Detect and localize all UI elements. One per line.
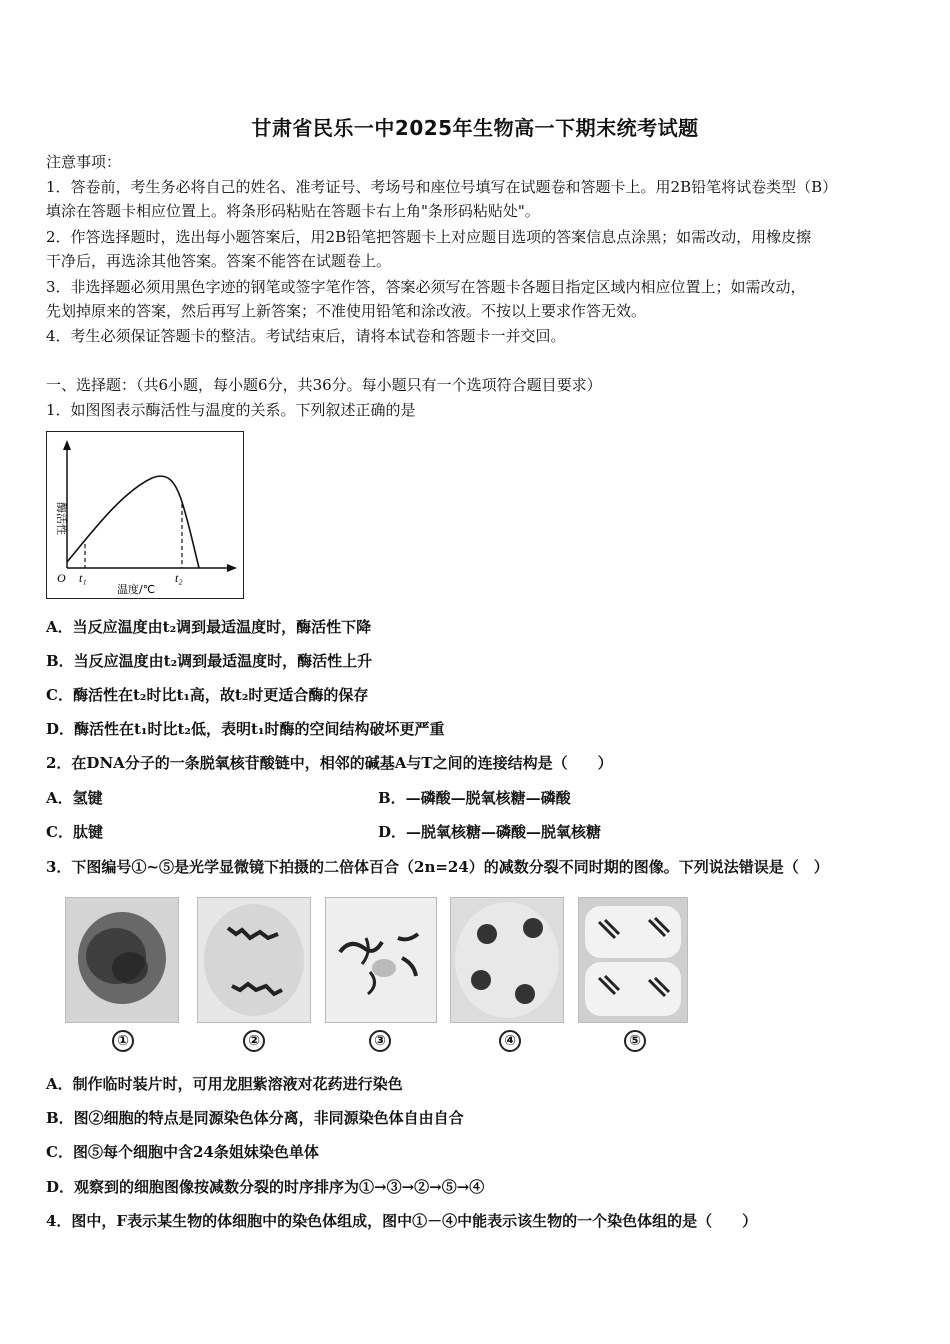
notice-heading: 注意事项： [46, 153, 122, 171]
q2-option-d: D．—脱氧核糖—磷酸—脱氧核糖 [378, 823, 602, 841]
origin-label: O [57, 571, 66, 585]
q1-option-a: A．当反应温度由t₂调到最适温度时，酶活性下降 [46, 618, 372, 636]
micrograph-2 [197, 897, 311, 1023]
q2-option-a: A．氢键 [46, 789, 103, 807]
question-2-stem: 2．在DNA分子的一条脱氧核苷酸链中，相邻的碱基A与T之间的连接结构是（ ） [46, 754, 613, 772]
notice-line: 2．作答选择题时，选出每小题答案后，用2B铅笔把答题卡上对应题目选项的答案信息点涂黑；如需改动，用橡皮擦 [46, 228, 812, 246]
y-axis-label: 酶活性 [55, 502, 68, 535]
micrograph-label-5: ⑤ [624, 1030, 646, 1052]
q2-option-c: C．肽键 [46, 823, 103, 841]
q3-option-c: C．图⑤每个细胞中含24条姐妹染色单体 [46, 1143, 319, 1161]
question-3-stem: 3．下图编号①~⑤是光学显微镜下拍摄的二倍体百合（2n=24）的减数分裂不同时期的图像。下列说法错误是（ ） [46, 858, 829, 876]
q1-option-b: B．当反应温度由t₂调到最适温度时，酶活性上升 [46, 652, 373, 670]
notice-line: 填涂在答题卡相应位置上。将条形码粘贴在答题卡右上角"条形码粘贴处"。 [46, 202, 540, 220]
micrograph-3 [325, 897, 437, 1023]
graph-canvas [47, 432, 243, 598]
page-title: 甘肃省民乐一中2025年生物高一下期末统考试题 [251, 116, 699, 140]
micrograph-label-4: ④ [499, 1030, 521, 1052]
question-4-stem: 4．图中，F表示某生物的体细胞中的染色体组成，图中①－④中能表示该生物的一个染色体组的是（ ） [46, 1212, 758, 1230]
micrograph-1 [65, 897, 179, 1023]
question-1-stem: 1．如图图表示酶活性与温度的关系。下列叙述正确的是 [46, 401, 416, 419]
q3-option-a: A．制作临时装片时，可用龙胆紫溶液对花药进行染色 [46, 1075, 403, 1093]
q3-option-b: B．图②细胞的特点是同源染色体分离，非同源染色体自由自合 [46, 1109, 464, 1127]
y-axis-arrow [63, 440, 71, 450]
t1-label: t₁ [79, 571, 87, 585]
micrograph-label-1: ① [112, 1030, 134, 1052]
micrograph-5 [578, 897, 688, 1023]
section-heading: 一、选择题：（共6小题，每小题6分，共36分。每小题只有一个选项符合题目要求） [46, 376, 602, 394]
q3-option-d: D．观察到的细胞图像按减数分裂的时序排序为①→③→②→⑤→④ [46, 1178, 485, 1196]
micrograph-4 [450, 897, 564, 1023]
notice-line: 4．考生必须保证答题卡的整洁。考试结束后，请将本试卷和答题卡一并交回。 [46, 327, 566, 345]
q1-option-d: D．酶活性在t₁时比t₂低，表明t₁时酶的空间结构破坏更严重 [46, 720, 445, 738]
q2-option-b: B．—磷酸—脱氧核糖—磷酸 [378, 789, 571, 807]
enzyme-temperature-graph [46, 431, 244, 599]
x-axis-label: 温度/℃ [117, 583, 156, 596]
t2-label: t₂ [175, 571, 183, 585]
notice-line: 3．非选择题必须用黑色字迹的钢笔或签字笔作答，答案必须写在答题卡各题目指定区域内相应位置上；如需改动， [46, 278, 806, 296]
q1-option-c: C．酶活性在t₂时比t₁高，故t₂时更适合酶的保存 [46, 686, 369, 704]
micrograph-label-3: ③ [369, 1030, 391, 1052]
notice-line: 先划掉原来的答案，然后再写上新答案；不准使用铅笔和涂改液。不按以上要求作答无效。 [46, 302, 647, 320]
notice-line: 1．答卷前，考生务必将自己的姓名、准考证号、考场号和座位号填写在试题卷和答题卡上。用2B铅笔将试卷类型（B） [46, 178, 838, 196]
x-axis-arrow [227, 564, 237, 572]
micrograph-label-2: ② [243, 1030, 265, 1052]
notice-line: 干净后，再选涂其他答案。答案不能答在试题卷上。 [46, 252, 392, 270]
activity-curve [67, 476, 199, 568]
